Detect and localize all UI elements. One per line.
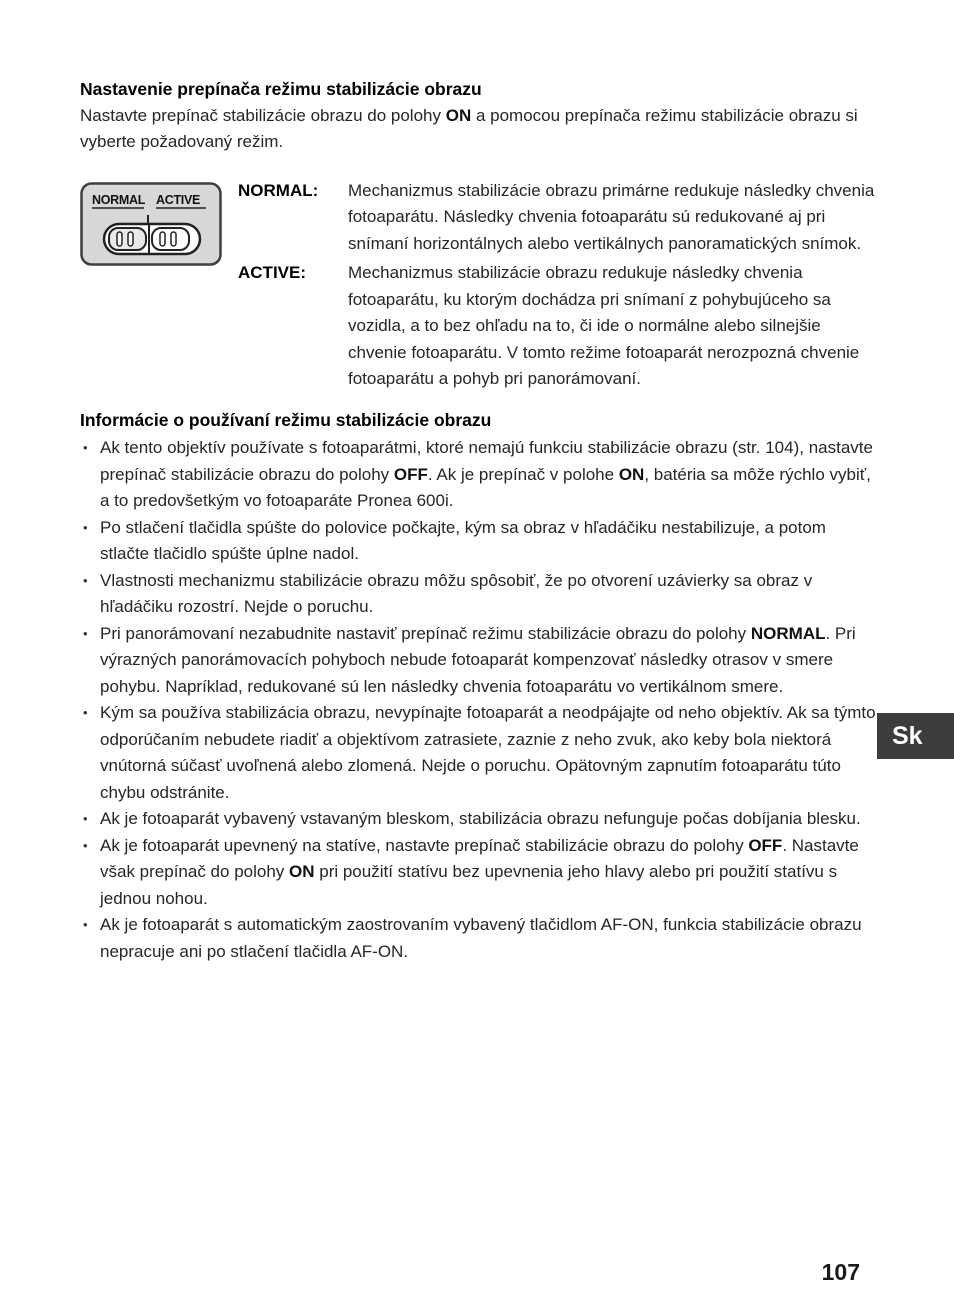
note-item: • Ak je fotoaparát upevnený na statíve, nastavte prepínač stabilizácie obrazu do polohy OFF. Nastavte však prepínač do polohy ON pri použití statívu bez upevnenia jeho hlavy alebo pri použití statívu s jednou nohou. xyxy=(80,833,877,913)
note-item: • Pri panorámovaní nezabudnite nastaviť prepínač režimu stabilizácie obrazu do polohy NORMAL. Pri výrazných panorámovacích pohyboch nebude fotoaparát kompenzovať následky otrasov v smere pohybu. Napríklad, redukované sú len následky chvenia fotoaparátu vo vertikálnom smere. xyxy=(80,621,877,701)
note-item: • Kým sa používa stabilizácia obrazu, nevypínajte fotoaparát a neodpájajte od neho objektív. Ak sa týmto odporúčaním nebudete riadiť a objektívom zatrasiete, zaznie z neho zvuk, ako keby bola niektorá vnútorná súčasť uvoľnená alebo zlomená. Nejde o poruchu. Opätovným zapnutím fotoaparátu túto chybu odstránite. xyxy=(80,700,877,806)
mode-definition: Mechanizmus stabilizácie obrazu primárne redukuje následky chvenia fotoaparátu. Následky chvenia fotoaparátu sú redukované aj pri snímaní horizontálnych alebo vertikálnych panoramatických snímok. xyxy=(348,180,875,253)
language-tab-sk: Sk xyxy=(877,713,954,759)
note-item: • Vlastnosti mechanizmu stabilizácie obrazu môžu spôsobiť, že po otvorení uzávierky sa obraz v hľadáčiku rozostrí. Nejde o poruchu. xyxy=(80,568,877,621)
vr-mode-switch-illustration xyxy=(80,178,222,275)
mode-term: NORMAL: xyxy=(238,180,319,200)
mode-list xyxy=(238,178,877,393)
notes-title: Informácie o používaní režimu stabilizácie obrazu xyxy=(80,409,492,430)
vr-mode-switch-icon xyxy=(80,182,222,266)
note-item: • Ak je fotoaparát vybavený vstavaným bleskom, stabilizácia obrazu nefunguje počas dobíjania blesku. xyxy=(80,806,877,833)
section-title: Nastavenie prepínača režimu stabilizácie obrazu xyxy=(80,79,482,99)
switch-label-normal: NORMAL xyxy=(92,192,146,207)
page-number: 107 xyxy=(821,1259,860,1285)
note-item: • Ak je fotoaparát s automatickým zaostrovaním vybavený tlačidlom AF-ON, funkcia stabilizácie obrazu nepracuje ani po stlačení tlačidla AF-ON. xyxy=(80,912,877,965)
vr-modes-block xyxy=(80,178,877,393)
note-item: • Po stlačení tlačidla spúšte do polovice počkajte, kým sa obraz v hľadáčiku nestabilizuje, a potom stlačte tlačidlo spúšte úplne nadol. xyxy=(80,515,877,568)
notes-list xyxy=(80,435,877,965)
mode-term: ACTIVE: xyxy=(238,263,306,282)
page-content xyxy=(80,76,877,965)
note-item: • Ak tento objektív používate s fotoaparátmi, ktoré nemajú funkciu stabilizácie obrazu (str. 104), nastavte prepínač stabilizácie obrazu do polohy OFF. Ak je prepínač v polohe ON, batéria sa môže rýchlo vybiť, a to predovšetkým vo fotoaparáte Pronea 600i. xyxy=(80,435,877,515)
intro-paragraph: Nastavte prepínač stabilizácie obrazu do polohy ON a pomocou prepínača režimu stabilizácie obrazu si vyberte požadovaný režim. xyxy=(80,105,858,151)
switch-label-active: ACTIVE xyxy=(156,192,201,207)
mode-definition: Mechanizmus stabilizácie obrazu redukuje následky chvenia fotoaparátu, ku ktorým dochádza pri snímaní z pohybujúceho sa vozidla, a to bez ohľadu na to, či ide o normálne alebo silnejšie chvenie fotoaparátu. V tomto režime fotoaparát nerozpozná chvenie fotoaparátu a pohyb pri panorámovaní. xyxy=(348,263,860,388)
